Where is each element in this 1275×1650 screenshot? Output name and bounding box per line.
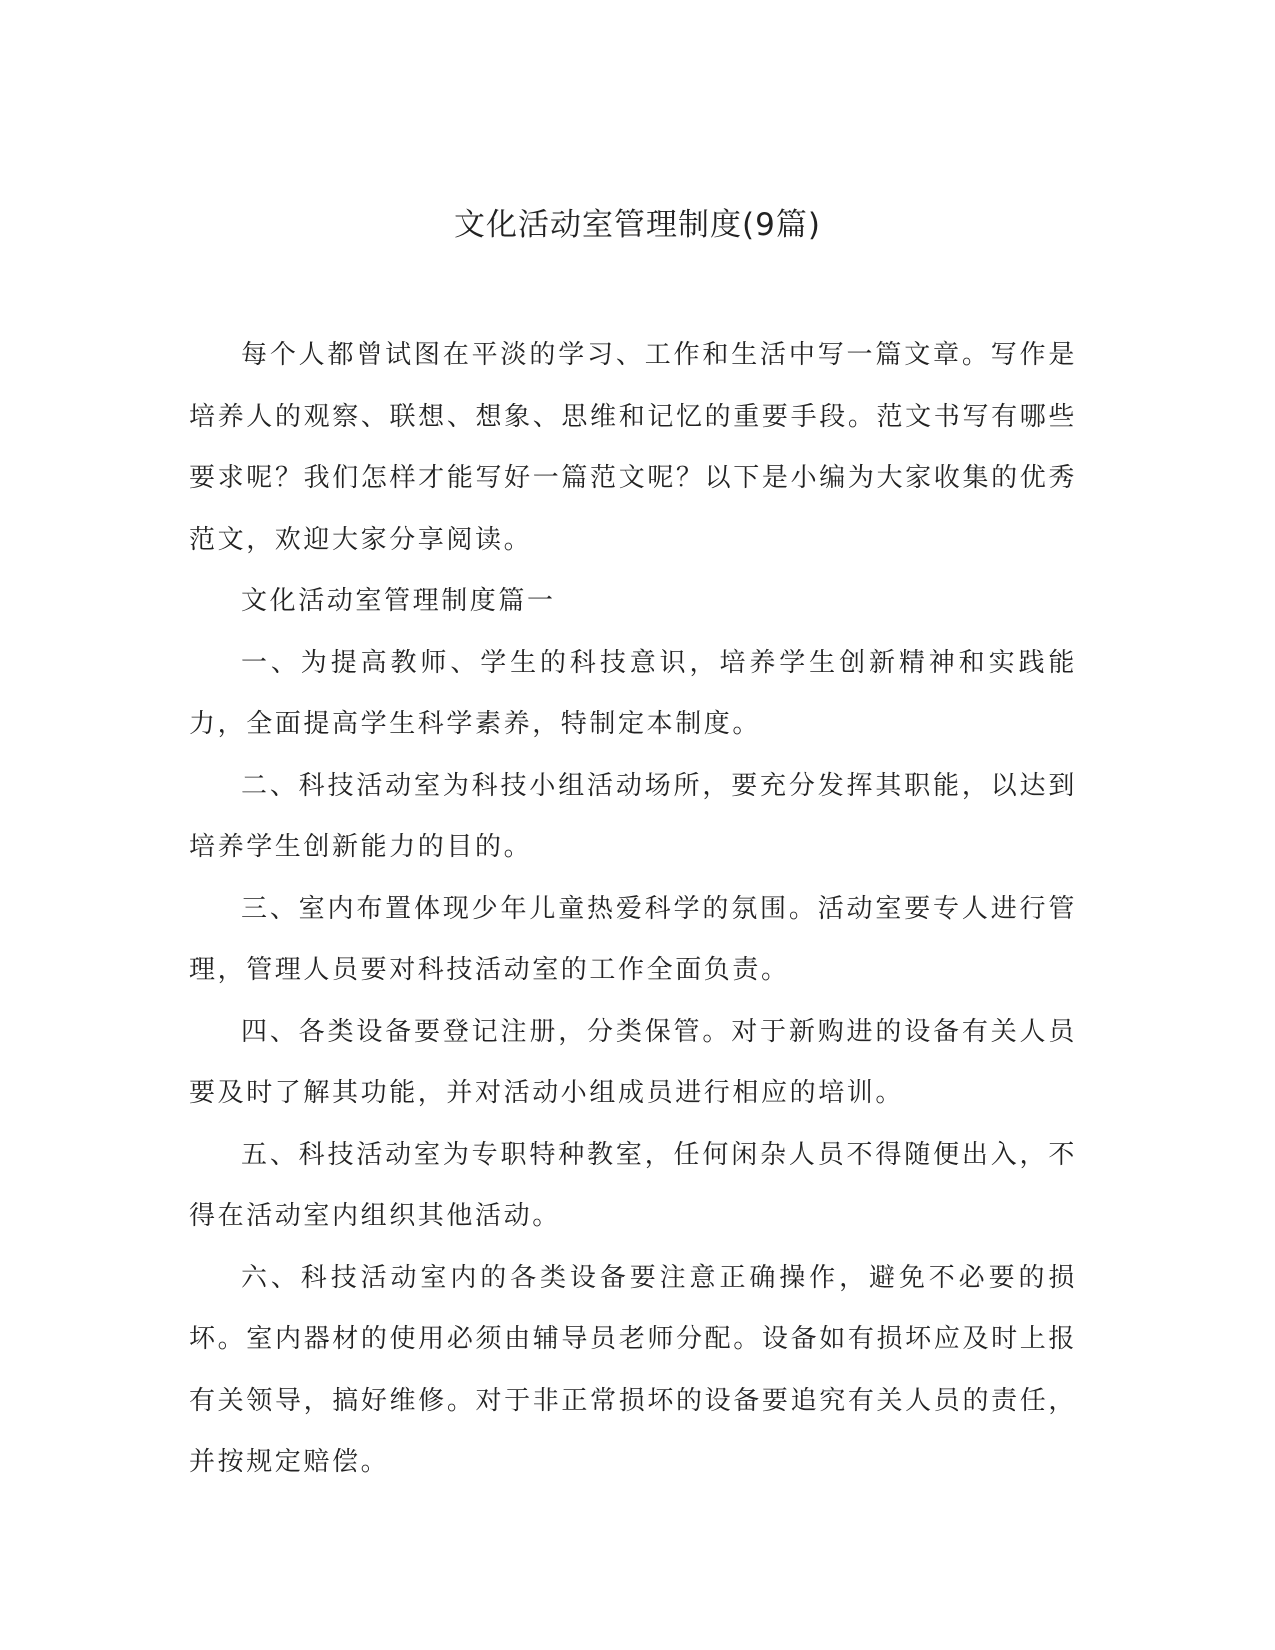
rule-paragraph-2: 二、科技活动室为科技小组活动场所，要充分发挥其职能，以达到培养学生创新能力的目的。 bbox=[189, 770, 1077, 862]
section-heading: 文化活动室管理制度篇一 bbox=[241, 586, 556, 616]
rule-paragraph-1: 一、为提高教师、学生的科技意识，培养学生创新精神和实践能力，全面提高学生科学素养，特制定本制度。 bbox=[189, 647, 1077, 739]
rule-paragraph-6: 六、科技活动室内的各类设备要注意正确操作，避免不必要的损坏。室内器材的使用必须由辅导员老师分配。设备如有损坏应及时上报有关领导，搞好维修。对于非正常损坏的设备要追究有关人员的责任，并按规定赔偿。 bbox=[189, 1262, 1077, 1477]
document-body bbox=[189, 325, 1077, 1494]
document-title: 文化活动室管理制度(9篇) bbox=[454, 207, 821, 243]
rule-paragraph-4: 四、各类设备要登记注册，分类保管。对于新购进的设备有关人员要及时了解其功能，并对活动小组成员进行相应的培训。 bbox=[189, 1016, 1077, 1108]
rule-paragraph-3: 三、室内布置体现少年儿童热爱科学的氛围。活动室要专人进行管理，管理人员要对科技活动室的工作全面负责。 bbox=[189, 893, 1077, 985]
rule-paragraph-5: 五、科技活动室为专职特种教室，任何闲杂人员不得随便出入，不得在活动室内组织其他活动。 bbox=[189, 1139, 1077, 1231]
intro-paragraph: 每个人都曾试图在平淡的学习、工作和生活中写一篇文章。写作是培养人的观察、联想、想象、思维和记忆的重要手段。范文书写有哪些要求呢？我们怎样才能写好一篇范文呢？以下是小编为大家收集的优秀范文，欢迎大家分享阅读。 bbox=[189, 340, 1077, 555]
